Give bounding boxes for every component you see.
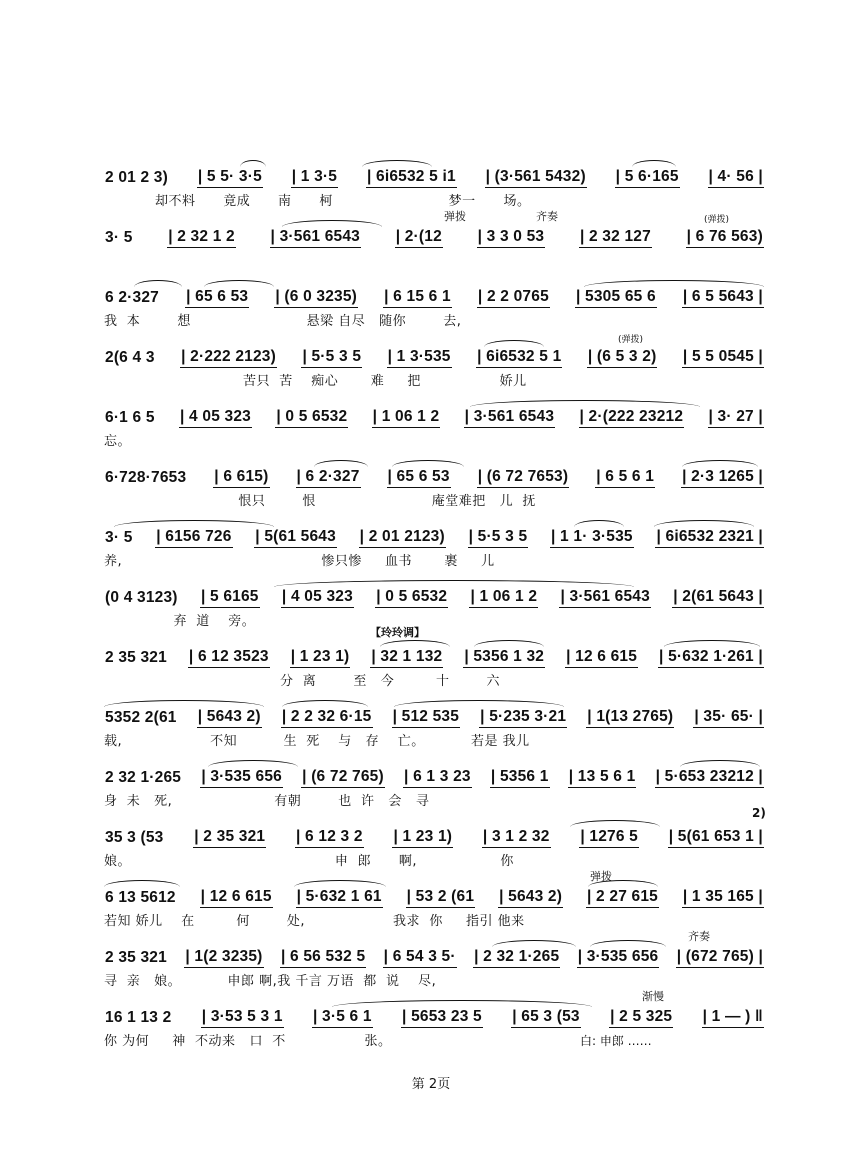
score-system [104,580,764,640]
measure: | 6 2·327 [296,468,361,488]
score-system [104,700,764,760]
measure: | 5356 1 32 [463,648,545,668]
qizou-annotation: 齐奏 [688,930,710,943]
measure: | 6 5 6 1 [595,468,655,488]
superscript-annotation: 2) [752,806,766,820]
measure: (0 4 3123) [105,589,178,606]
measure: | 5(61 653 1 | [668,828,764,848]
measure: 6·1 6 5 [105,409,155,426]
notation-line [104,946,764,968]
lyrics-line: 我 本 想 悬梁 自尽 随你 去, [104,314,462,329]
measure: | 1 06 1 2 [372,408,441,428]
slur-mark [294,880,386,887]
lyrics-line: 载, 不知 生 死 与 存 亡。 若是 我儿 [104,734,530,749]
measure: | 1 — ) ‖ [702,1008,764,1028]
measure: | 65 6 53 [185,288,249,308]
measure: | 6 1 3 23 [403,768,472,788]
lyrics-line: 养, 惨只惨 血书 裹 儿 [104,554,495,569]
measure: | 1 3·5 [291,168,338,188]
score-system [104,760,764,820]
slur-mark [570,820,660,827]
measure: | 5·5 3 5 [301,348,362,368]
score-system [104,806,766,880]
slur-mark [470,400,700,407]
measure: 16 1 13 2 [105,1009,172,1026]
measure: | 2·3 1265 | [681,468,764,488]
measure: | 1 3·535 [387,348,452,368]
measure: | 5 5 0545 | [682,348,764,368]
measure: 5352 2(61 [105,709,177,726]
score-system [104,335,764,400]
score-system [104,990,764,1060]
measure: | 2 2 0765 [477,288,550,308]
slur-mark [590,940,666,947]
measure: 6 2·327 [105,289,159,306]
measure: | 5 6·165 [615,168,680,188]
slur-mark [104,700,264,707]
slur-mark [282,700,368,707]
notation-line [104,286,764,308]
measure: | 3·535 656 [200,768,283,788]
notation-line [104,826,764,848]
tanbo-small-annotation: (弹拨) [704,215,730,225]
spoken-annotation: 白: 申郎 …… [580,1034,652,1048]
slur-mark [274,580,634,587]
score-system [104,280,764,340]
measure: | 2 27 615 [586,888,659,908]
slur-mark [134,280,182,287]
score [104,160,764,1060]
lyrics-line: 苦只 苦 痴心 难 把 娇儿 [104,374,527,389]
score-system [104,210,764,280]
score-system [104,930,764,1000]
tanbo-annotation: 弹拨 [444,210,466,223]
notation-line [104,766,764,788]
measure: | 5356 1 [490,768,550,788]
linglingdiao-label: 【玲玲调】 [370,626,425,639]
measure: | 2 32 1 2 [167,228,236,248]
measure: | 6156 726 [155,528,232,548]
slur-mark [104,880,180,887]
lyrics-line: 弃 道 旁。 [104,614,256,629]
tanbo-small-annotation: (弹拨) [618,335,644,345]
measure: 3· 5 [105,529,133,546]
notation-line [104,346,764,368]
measure: | 65 6 53 [387,468,451,488]
measure: | 3·53 5 3 1 [201,1008,284,1028]
slur-mark [208,760,298,767]
score-system [104,400,764,460]
measure: | 5(61 5643 [254,528,337,548]
measure: | (6 72 7653) [477,468,570,488]
measure: 2 01 2 3) [105,169,168,186]
measure: | 5·5 3 5 [468,528,529,548]
measure: | 6 54 3 5· [383,948,457,968]
lyrics-line: 恨只 恨 庵堂难把 儿 抚 [104,494,536,509]
measure: | 3 3 0 53 [477,228,546,248]
slur-mark [474,640,544,647]
measure: | 6 56 532 5 [280,948,366,968]
measure: | 3·561 6543 [270,228,361,248]
slur-mark [654,520,754,527]
notation-line [104,1006,764,1028]
jianman-annotation: 渐慢 [642,990,664,1003]
tanbo-annotation: 弹拨 [590,870,612,883]
slur-mark [380,640,450,647]
slur-mark [392,460,464,467]
score-system [104,626,764,700]
measure: | (6 5 3 2) [587,348,658,368]
notation-line [104,886,764,908]
measure: | 53 2 (61 [406,888,476,908]
measure: | 6i6532 5 i1 [366,168,457,188]
measure: | 4 05 323 [179,408,252,428]
measure: | 2 32 1·265 [473,948,560,968]
measure: | 4· 56 | [708,168,764,188]
measure: 2 35 321 [105,649,167,666]
measure: | 1 1· 3·535 [550,528,634,548]
measure: | 1(13 2765) [586,708,674,728]
measure: | 1(2 3235) [184,948,263,968]
measure: | 5643 2) [197,708,262,728]
lyrics-line: 忘。 [104,434,132,449]
slur-mark [588,880,658,887]
measure: | (672 765) | [676,948,764,968]
measure: | 13 5 6 1 [568,768,637,788]
measure: | 6 12 3 2 [295,828,364,848]
lyrics-line [104,250,764,268]
slur-mark [282,220,382,227]
measure: | 3·561 6543 [464,408,555,428]
measure: | 5 5· 3·5 [197,168,263,188]
slur-mark [584,280,764,287]
score-system [104,460,764,520]
notation-line [104,466,764,488]
notation-line [104,706,764,728]
measure: 6 13 5612 [105,889,176,906]
slur-mark [484,340,544,347]
measure: | 6i6532 2321 | [655,528,763,548]
measure: | 3·561 6543 [559,588,650,608]
measure: | 5·235 3·21 [479,708,567,728]
notation-line [104,586,764,608]
measure: | 6 615) [213,468,269,488]
notation-line [104,646,764,668]
measure: | 2 2 32 6·15 [281,708,373,728]
measure: | 6i6532 5 1 [476,348,562,368]
score-system [104,870,764,940]
measure: | 3·5 6 1 [312,1008,373,1028]
measure: | 1 35 165 | [682,888,764,908]
measure: | 5·632 1·261 | [658,648,764,668]
measure: | (6 72 765) [301,768,385,788]
slur-mark [114,520,274,527]
measure: | 1276 5 [579,828,639,848]
slur-mark [240,160,266,167]
measure: | 5 6165 [200,588,260,608]
slur-mark [682,460,758,467]
measure: | 5·653 23212 | [655,768,764,788]
measure: | 2(61 5643 | [672,588,764,608]
lyrics-line: 寻 亲 娘。 申郎 啊,我 千言 万语 都 说 尽, [104,974,437,989]
notation-line [104,526,764,548]
slur-mark [394,700,564,707]
score-system [104,160,764,220]
measure: | 12 6 615 [565,648,638,668]
measure: | (6 0 3235) [274,288,358,308]
slur-mark [492,940,576,947]
measure: 2 32 1·265 [105,769,182,786]
measure: | 1 23 1) [290,648,351,668]
measure: | 2 5 325 [609,1008,673,1028]
slur-mark [314,460,368,467]
notation-line [104,226,764,248]
measure: | 3·535 656 [577,948,660,968]
measure: | 2·(12 [395,228,443,248]
measure: | 3· 27 | [708,408,764,428]
measure: | 5·632 1 61 [296,888,383,908]
lyrics-line: 却不料 竟成 南 柯 梦一 场。 [104,194,531,209]
lyrics-line: 身 未 死, 有朝 也 许 会 寻 [104,794,430,809]
measure: | 12 6 615 [200,888,273,908]
measure: 35 3 (53 [105,829,164,846]
measure: | 65 3 (53 [511,1008,581,1028]
measure: | 1 23 1) [392,828,453,848]
measure: | 32 1 132 [370,648,443,668]
lyrics-line: 若知 娇儿 在 何 处, 我求 你 指引 他来 [104,914,525,929]
measure: | 1 06 1 2 [469,588,538,608]
measure: | 0 5 6532 [375,588,448,608]
measure: | 3 1 2 32 [482,828,551,848]
measure: | 2 35 321 [193,828,266,848]
measure: 6·728·7653 [105,469,187,486]
slur-mark [664,640,760,647]
lyrics-line: 分 离 至 今 十 六 [104,674,500,689]
measure: | 6 76 563) [686,228,764,248]
measure: | 0 5 6532 [275,408,348,428]
measure: | 2·(222 23212 [579,408,685,428]
measure: | 5643 2) [498,888,563,908]
measure: | 4 05 323 [281,588,354,608]
slur-mark [362,160,432,167]
page-number: 第 2页 [411,1077,451,1092]
measure: | (3·561 5432) [485,168,587,188]
slur-mark [332,1000,592,1007]
lyrics-line: 你 为何 神 不动来 口 不 张。 [104,1034,392,1049]
notation-line [104,406,764,428]
slur-mark [574,520,624,527]
measure: | 512 535 [392,708,460,728]
measure: | 2 32 127 [579,228,652,248]
measure: | 6 15 6 1 [383,288,452,308]
measure: | 2·222 2123) [180,348,277,368]
measure: | 5305 65 6 [575,288,657,308]
measure: | 35· 65· | [693,708,764,728]
slur-mark [680,760,760,767]
slur-mark [632,160,676,167]
measure: | 6 5 5643 | [682,288,764,308]
notation-line [104,166,764,188]
measure: | 2 01 2123) [359,528,446,548]
lyrics-line: 娘。 申 郎 啊, 你 [104,854,514,869]
score-system [104,520,764,580]
measure: 3· 5 [105,229,133,246]
measure: | 5653 23 5 [401,1008,483,1028]
slur-mark [204,280,274,287]
measure: 2 35 321 [105,949,167,966]
measure: 2(6 4 3 [105,349,155,366]
measure: | 6 12 3523 [188,648,270,668]
qizou-annotation: 齐奏 [536,210,558,223]
